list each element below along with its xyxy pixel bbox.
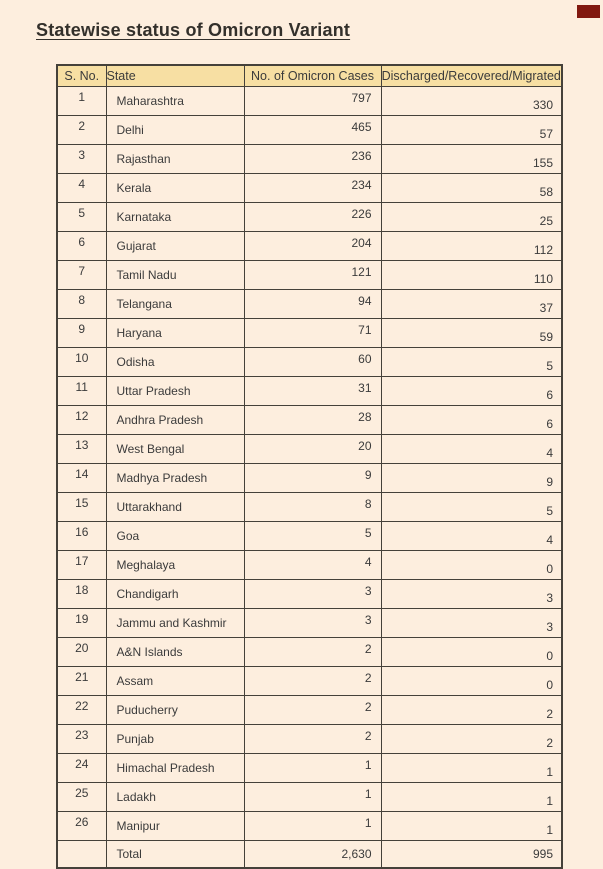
table-row xyxy=(57,551,562,580)
state-cell: A&N Islands xyxy=(106,638,244,667)
table-row xyxy=(57,522,562,551)
corner-accent-badge xyxy=(577,5,600,18)
state-cell: Uttarakhand xyxy=(106,493,244,522)
table-row xyxy=(57,348,562,377)
table-row xyxy=(57,232,562,261)
serial-cell: 9 xyxy=(57,319,106,348)
serial-cell: 8 xyxy=(57,290,106,319)
discharged-cell: 3 xyxy=(381,609,562,638)
serial-cell: 10 xyxy=(57,348,106,377)
serial-cell: 12 xyxy=(57,406,106,435)
state-cell: Meghalaya xyxy=(106,551,244,580)
header-discharged: Discharged/Recovered/Migrated xyxy=(381,65,562,87)
total-row xyxy=(57,841,562,869)
table-footer xyxy=(57,841,562,869)
discharged-cell: 330 xyxy=(381,87,562,116)
serial-cell: 11 xyxy=(57,377,106,406)
discharged-cell: 1 xyxy=(381,783,562,812)
table-row xyxy=(57,435,562,464)
cases-cell: 226 xyxy=(244,203,381,232)
cases-cell: 2 xyxy=(244,696,381,725)
serial-cell: 5 xyxy=(57,203,106,232)
table-row xyxy=(57,493,562,522)
state-cell: Karnataka xyxy=(106,203,244,232)
table-row xyxy=(57,116,562,145)
table-row xyxy=(57,464,562,493)
cases-cell: 9 xyxy=(244,464,381,493)
state-cell: Gujarat xyxy=(106,232,244,261)
cases-cell: 5 xyxy=(244,522,381,551)
serial-cell: 21 xyxy=(57,667,106,696)
table-row xyxy=(57,638,562,667)
discharged-cell: 25 xyxy=(381,203,562,232)
total-label-cell: Total xyxy=(106,841,244,869)
table-row xyxy=(57,696,562,725)
state-cell: Maharashtra xyxy=(106,87,244,116)
table-row xyxy=(57,725,562,754)
state-cell: Chandigarh xyxy=(106,580,244,609)
serial-cell: 22 xyxy=(57,696,106,725)
serial-cell: 15 xyxy=(57,493,106,522)
discharged-cell: 2 xyxy=(381,696,562,725)
header-state: State xyxy=(106,65,244,87)
table-row xyxy=(57,406,562,435)
table-row xyxy=(57,783,562,812)
table-row xyxy=(57,145,562,174)
table-row xyxy=(57,609,562,638)
table-row xyxy=(57,377,562,406)
table-row xyxy=(57,812,562,841)
cases-cell: 1 xyxy=(244,812,381,841)
header-cases: No. of Omicron Cases xyxy=(244,65,381,87)
discharged-cell: 6 xyxy=(381,377,562,406)
state-cell: Punjab xyxy=(106,725,244,754)
discharged-cell: 0 xyxy=(381,667,562,696)
state-cell: Uttar Pradesh xyxy=(106,377,244,406)
discharged-cell: 112 xyxy=(381,232,562,261)
state-cell: Odisha xyxy=(106,348,244,377)
serial-cell: 17 xyxy=(57,551,106,580)
state-cell: Madhya Pradesh xyxy=(106,464,244,493)
cases-cell: 31 xyxy=(244,377,381,406)
header-serial: S. No. xyxy=(57,65,106,87)
cases-cell: 94 xyxy=(244,290,381,319)
serial-cell: 20 xyxy=(57,638,106,667)
serial-cell: 3 xyxy=(57,145,106,174)
discharged-cell: 0 xyxy=(381,638,562,667)
total-serial-cell xyxy=(57,841,106,869)
serial-cell: 4 xyxy=(57,174,106,203)
state-cell: Rajasthan xyxy=(106,145,244,174)
cases-cell: 2 xyxy=(244,638,381,667)
discharged-cell: 0 xyxy=(381,551,562,580)
cases-cell: 236 xyxy=(244,145,381,174)
serial-cell: 13 xyxy=(57,435,106,464)
discharged-cell: 1 xyxy=(381,812,562,841)
cases-cell: 8 xyxy=(244,493,381,522)
state-cell: Ladakh xyxy=(106,783,244,812)
discharged-cell: 4 xyxy=(381,435,562,464)
discharged-cell: 59 xyxy=(381,319,562,348)
serial-cell: 18 xyxy=(57,580,106,609)
table-row xyxy=(57,580,562,609)
cases-cell: 204 xyxy=(244,232,381,261)
discharged-cell: 155 xyxy=(381,145,562,174)
discharged-cell: 9 xyxy=(381,464,562,493)
cases-cell: 121 xyxy=(244,261,381,290)
state-cell: Telangana xyxy=(106,290,244,319)
discharged-cell: 58 xyxy=(381,174,562,203)
cases-cell: 465 xyxy=(244,116,381,145)
discharged-cell: 6 xyxy=(381,406,562,435)
state-cell: West Bengal xyxy=(106,435,244,464)
table-row xyxy=(57,319,562,348)
table-row xyxy=(57,203,562,232)
cases-cell: 4 xyxy=(244,551,381,580)
cases-cell: 234 xyxy=(244,174,381,203)
state-cell: Kerala xyxy=(106,174,244,203)
serial-cell: 26 xyxy=(57,812,106,841)
serial-cell: 14 xyxy=(57,464,106,493)
state-cell: Delhi xyxy=(106,116,244,145)
discharged-cell: 1 xyxy=(381,754,562,783)
total-discharged-cell: 995 xyxy=(381,841,562,869)
discharged-cell: 110 xyxy=(381,261,562,290)
state-cell: Goa xyxy=(106,522,244,551)
discharged-cell: 57 xyxy=(381,116,562,145)
discharged-cell: 37 xyxy=(381,290,562,319)
cases-cell: 60 xyxy=(244,348,381,377)
total-cases-cell: 2,630 xyxy=(244,841,381,869)
discharged-cell: 5 xyxy=(381,493,562,522)
state-cell: Jammu and Kashmir xyxy=(106,609,244,638)
table-row xyxy=(57,290,562,319)
table-row xyxy=(57,667,562,696)
state-cell: Tamil Nadu xyxy=(106,261,244,290)
table-row xyxy=(57,87,562,116)
cases-cell: 3 xyxy=(244,609,381,638)
cases-cell: 2 xyxy=(244,725,381,754)
serial-cell: 19 xyxy=(57,609,106,638)
table-row xyxy=(57,174,562,203)
serial-cell: 7 xyxy=(57,261,106,290)
serial-cell: 1 xyxy=(57,87,106,116)
cases-cell: 28 xyxy=(244,406,381,435)
table-row xyxy=(57,754,562,783)
table-header xyxy=(57,65,562,87)
cases-cell: 1 xyxy=(244,783,381,812)
serial-cell: 24 xyxy=(57,754,106,783)
discharged-cell: 4 xyxy=(381,522,562,551)
state-cell: Puducherry xyxy=(106,696,244,725)
cases-cell: 1 xyxy=(244,754,381,783)
serial-cell: 23 xyxy=(57,725,106,754)
discharged-cell: 3 xyxy=(381,580,562,609)
omicron-status-table xyxy=(56,64,563,869)
serial-cell: 2 xyxy=(57,116,106,145)
header-row xyxy=(57,65,562,87)
discharged-cell: 5 xyxy=(381,348,562,377)
page-title: Statewise status of Omicron Variant xyxy=(36,20,351,40)
cases-cell: 20 xyxy=(244,435,381,464)
serial-cell: 6 xyxy=(57,232,106,261)
state-cell: Himachal Pradesh xyxy=(106,754,244,783)
state-cell: Haryana xyxy=(106,319,244,348)
serial-cell: 16 xyxy=(57,522,106,551)
serial-cell: 25 xyxy=(57,783,106,812)
state-cell: Andhra Pradesh xyxy=(106,406,244,435)
cases-cell: 71 xyxy=(244,319,381,348)
table-body xyxy=(57,87,562,841)
cases-cell: 2 xyxy=(244,667,381,696)
cases-cell: 3 xyxy=(244,580,381,609)
state-cell: Manipur xyxy=(106,812,244,841)
discharged-cell: 2 xyxy=(381,725,562,754)
state-cell: Assam xyxy=(106,667,244,696)
table-row xyxy=(57,261,562,290)
cases-cell: 797 xyxy=(244,87,381,116)
